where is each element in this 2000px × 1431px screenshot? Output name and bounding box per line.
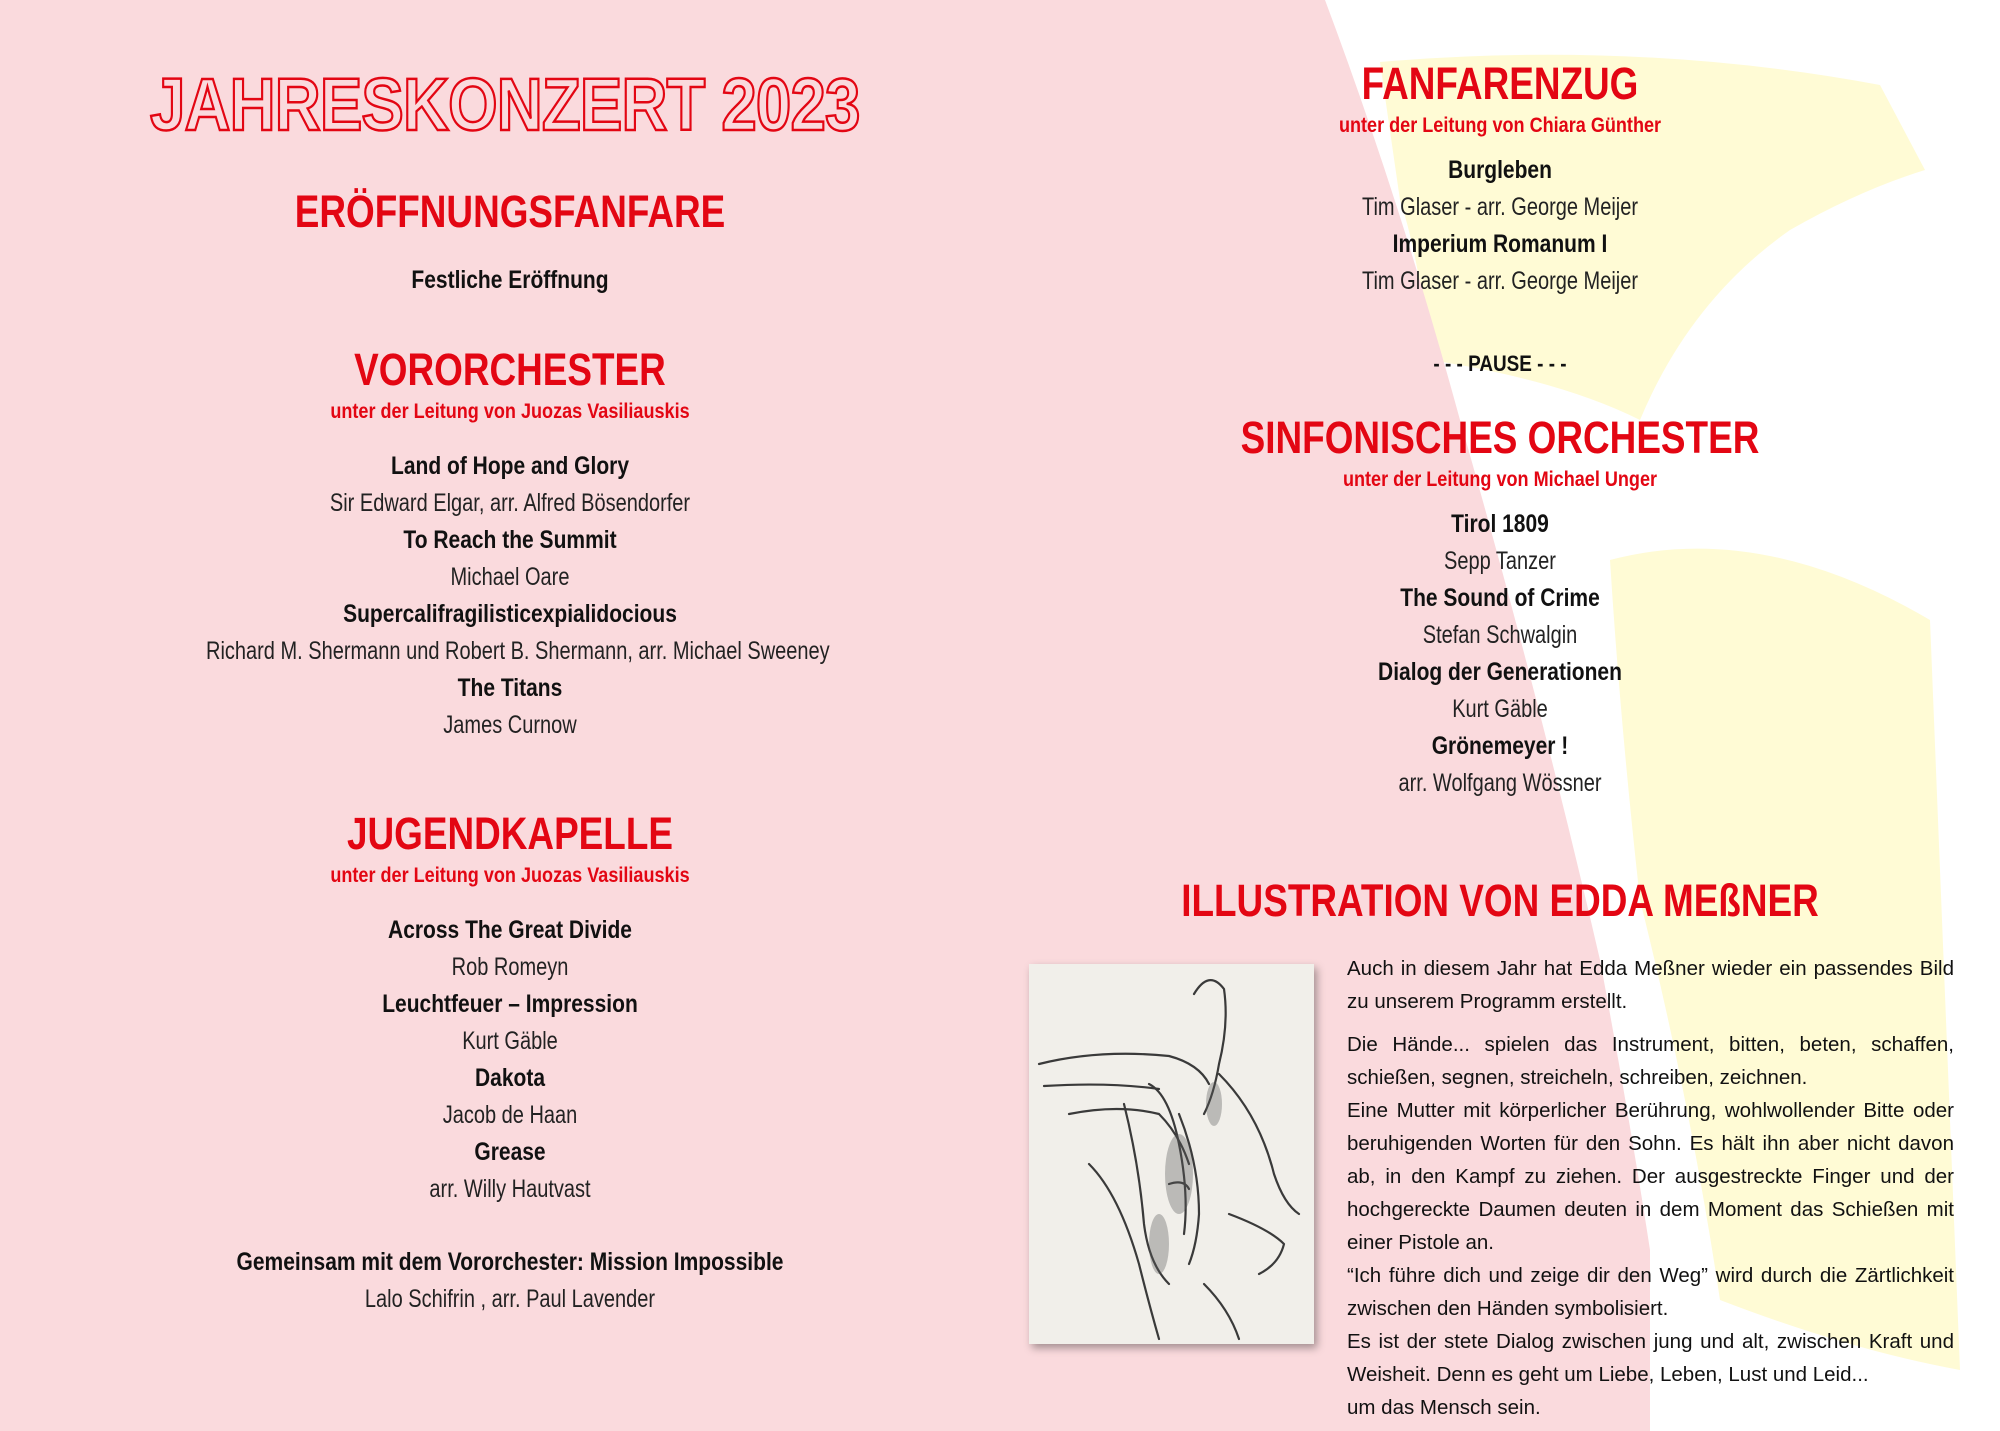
- piece-composer: Rob Romeyn: [451, 953, 569, 981]
- piece-composer: Kurt Gäble: [462, 1027, 558, 1055]
- piece-composer: Michael Oare: [450, 563, 570, 591]
- piece-title: The Titans: [457, 674, 563, 702]
- conductor-line: unter der Leitung von Juozas Vasiliauskis: [330, 400, 690, 423]
- section-vororchester: [130, 344, 890, 744]
- piece-composer: Richard M. Shermann und Robert B. Shermann, arr. Michael Sweeney: [206, 637, 830, 665]
- piece-composer: Kurt Gäble: [1452, 695, 1548, 723]
- piece-title: Grease: [474, 1138, 546, 1166]
- piece-composer: Stefan Schwalgin: [1422, 621, 1578, 649]
- paragraph-line: “Ich führe dich und zeige dir den Weg” wird durch die Zärtlichkeit zwischen den Händen symbolisiert.: [1347, 1264, 1954, 1320]
- piece-composer: Jacob de Haan: [442, 1101, 578, 1129]
- hands-drawing: [1029, 964, 1314, 1344]
- piece-title: Grönemeyer !: [1431, 732, 1569, 760]
- paragraph-line: Die Hände... spielen das Instrument, bitten, beten, schaffen, schießen, segnen, streicheln, schreiben, zeichnen.: [1347, 1033, 1954, 1089]
- piece-composer: arr. Willy Hautvast: [429, 1175, 591, 1203]
- section-eroeffnungsfanfare: [130, 186, 890, 299]
- paragraph-line: Es ist der stete Dialog zwischen jung und alt, zwischen Kraft und Weisheit. Denn es geht um Liebe, Leben, Lust und Leid...: [1347, 1330, 1954, 1386]
- piece-title: To Reach the Summit: [403, 526, 617, 554]
- section-title: JUGENDKAPELLE: [346, 808, 674, 859]
- conductor-line: unter der Leitung von Juozas Vasiliauskis: [330, 864, 690, 887]
- piece-composer: Tim Glaser - arr. George Meijer: [1362, 193, 1638, 221]
- section-title: ERÖFFNUNGSFANFARE: [294, 186, 726, 237]
- piece-title: Across The Great Divide: [388, 916, 632, 944]
- piece-title: Festliche Eröffnung: [411, 266, 609, 294]
- piece-title: Dialog der Generationen: [1378, 658, 1622, 686]
- section-fanfarenzug: [1100, 58, 1900, 300]
- paragraph-line: Eine Mutter mit körperlicher Berührung, wohlwollender Bitte oder beruhigenden Worten für den Sohn. Es hält ihn aber nicht davon ab, in den Kampf zu ziehen. Der ausgestreckte Finger und der hochgereckte Daumen deuten in dem Moment das Schießen mit einer Pistole an.: [1347, 1099, 1954, 1254]
- piece-composer: Sepp Tanzer: [1444, 547, 1556, 575]
- piece-title: Burgleben: [1448, 156, 1552, 184]
- section-title: VORORCHESTER: [354, 344, 666, 395]
- piece-composer: Sir Edward Elgar, arr. Alfred Bösendorfer: [329, 489, 691, 517]
- piece-title: Imperium Romanum I: [1392, 230, 1608, 258]
- piece-title: Dakota: [474, 1064, 546, 1092]
- section-jugendkapelle: [130, 808, 890, 1318]
- paragraph-line: um das Mensch sein.: [1347, 1396, 1541, 1419]
- piece-composer: arr. Wolfgang Wössner: [1398, 769, 1602, 797]
- paragraph: Auch in diesem Jahr hat Edda Meßner wieder ein passendes Bild zu unserem Programm erstellt.: [1347, 957, 1954, 1013]
- section-title: FANFARENZUG: [1361, 58, 1639, 109]
- piece-title: Supercalifragilisticexpialidocious: [343, 600, 677, 628]
- section-illustration: [1100, 875, 1900, 927]
- joint-piece-title: Gemeinsam mit dem Vororchester: Mission Impossible: [236, 1248, 784, 1276]
- pause-marker: - - - PAUSE - - -: [1433, 351, 1567, 376]
- conductor-line: unter der Leitung von Michael Unger: [1342, 468, 1658, 491]
- section-title: SINFONISCHES ORCHESTER: [1240, 412, 1760, 463]
- piece-title: The Sound of Crime: [1400, 584, 1600, 612]
- section-title: ILLUSTRATION VON EDDA MEßNER: [1181, 875, 1819, 926]
- piece-title: Land of Hope and Glory: [390, 452, 630, 480]
- joint-piece-composer: Lalo Schifrin , arr. Paul Lavender: [364, 1285, 656, 1313]
- piece-title: Tirol 1809: [1451, 510, 1549, 538]
- piece-composer: Tim Glaser - arr. George Meijer: [1362, 267, 1638, 295]
- conductor-line: unter der Leitung von Chiara Günther: [1338, 114, 1662, 137]
- section-sinfonisches-orchester: [1100, 412, 1900, 802]
- piece-title: Leuchtfeuer – Impression: [382, 990, 638, 1018]
- illustration-image: [1029, 964, 1314, 1344]
- illustration-description: [1347, 952, 1954, 1424]
- piece-composer: James Curnow: [443, 711, 577, 739]
- page-title: JAHRESKONZERT 2023: [150, 63, 860, 146]
